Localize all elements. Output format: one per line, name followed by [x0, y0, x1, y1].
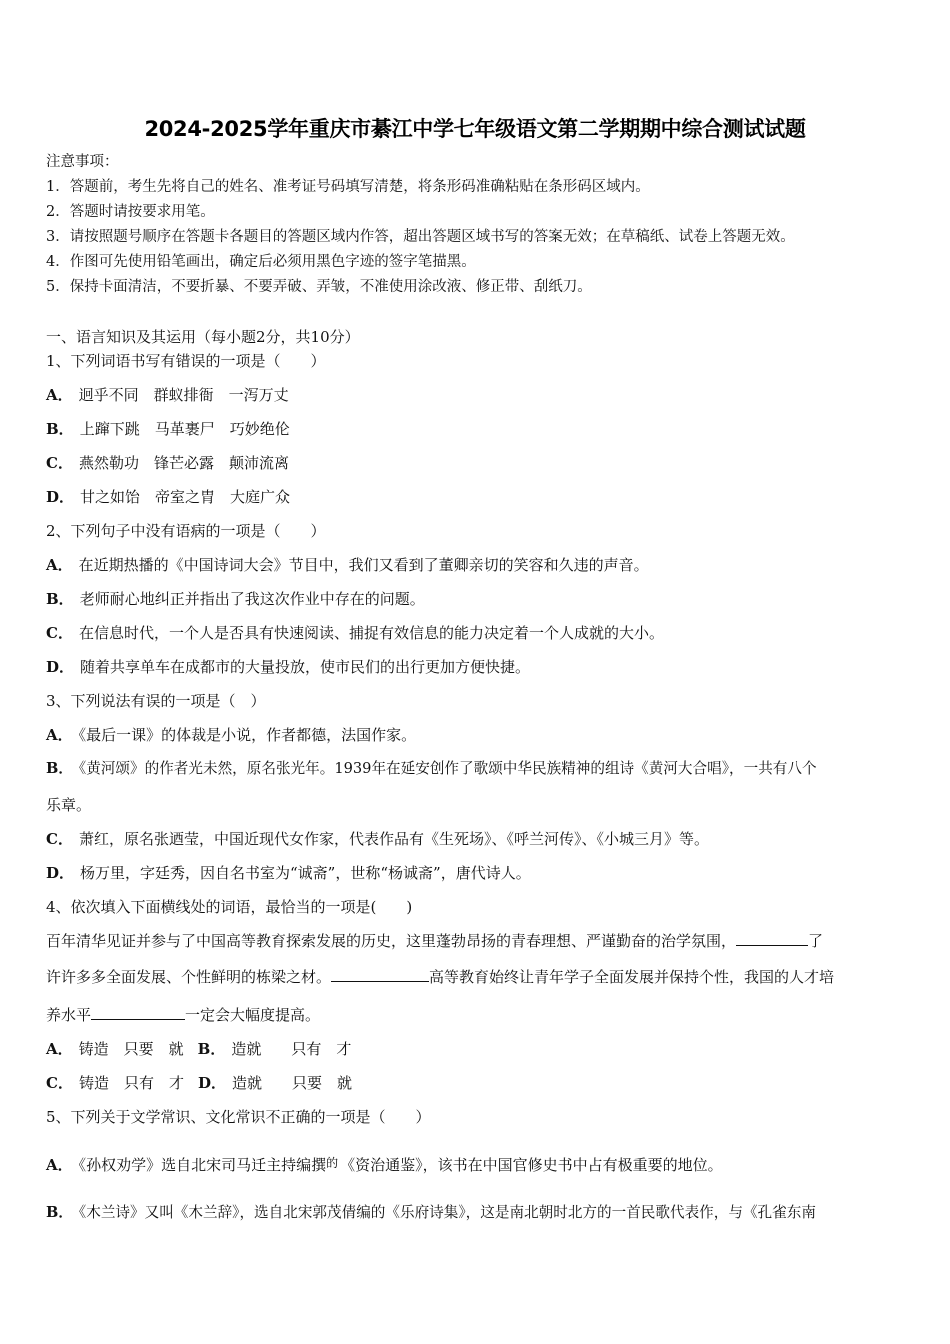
- option-label: B．: [46, 760, 73, 777]
- option-text: 在信息时代，一个人是否具有快速阅读、捕捉有效信息的能力决定着一个人成就的大小。: [78, 624, 664, 642]
- option-label: A．: [46, 556, 73, 574]
- notice-item: 5．保持卡面清洁，不要折暴、不要弄破、弄皱，不准使用涂改液、修正带、刮纸刀。: [46, 279, 592, 295]
- question-2-stem: 2、下列句子中没有语病的一项是（ ）: [46, 522, 326, 540]
- q2-option-b: [46, 589, 425, 609]
- option-text: 随着共享单车在成都市的大量投放，使市民们的出行更加方便快捷。: [80, 658, 531, 676]
- q3-option-b-cont: 乐章。: [46, 796, 92, 814]
- option-label: B．: [46, 1204, 73, 1221]
- passage-text: 了: [808, 932, 824, 950]
- notice-item: 2．答题时请按要求用笔。: [46, 204, 215, 220]
- option-text: 《资治通鉴》，该书在中国官修史书中占有极重要的地位。: [340, 1156, 723, 1174]
- notice-item: 4．作图可先使用铅笔画出，确定后必须用黑色字迹的签字笔描黑。: [46, 254, 476, 270]
- option-text: 甘之如饴 帝室之胄 大庭广众: [80, 488, 291, 506]
- q4-passage-line: [46, 931, 823, 951]
- option-label: D．: [46, 488, 75, 506]
- question-4-stem: 4、依次填入下面横线处的词语，最恰当的一项是( ): [46, 898, 413, 916]
- option-label: C．: [46, 624, 73, 642]
- fill-blank: [91, 1005, 185, 1020]
- option-label: C．: [46, 830, 73, 848]
- q3-option-d: [46, 863, 531, 883]
- option-text: 铸造 只要 就: [78, 1040, 184, 1058]
- option-label: A．: [46, 1040, 73, 1058]
- q5-option-b: [46, 1203, 816, 1223]
- option-text: 铸造 只有 才: [78, 1074, 184, 1092]
- q5-option-a: [46, 1155, 723, 1175]
- option-label: B．: [197, 1040, 226, 1058]
- option-text: 在近期热播的《中国诗词大会》节目中，我们又看到了董卿亲切的笑容和久违的声音。: [78, 556, 649, 574]
- option-text: 《最后一课》的体裁是小说，作者都德，法国作家。: [78, 726, 417, 744]
- q4-options-ab: [46, 1039, 351, 1059]
- passage-text: 一定会大幅度提高。: [185, 1006, 321, 1024]
- option-text: 迥乎不同 群蚁排衙 一泻万丈: [78, 386, 289, 404]
- q4-passage-line: [46, 1005, 320, 1025]
- option-text: 《孙权劝学》选自北宋司马迁主持编撰: [78, 1156, 327, 1174]
- q3-option-c: [46, 829, 709, 849]
- option-text: 杨万里，字廷秀，因自名书室为“诚斋”，世称“杨诚斋”，唐代诗人。: [80, 864, 531, 882]
- option-text: 造就 只有 才: [231, 1040, 352, 1058]
- option-text: 萧红，原名张迺莹，中国近现代女作家，代表作品有《生死场》、《呼兰河传》、《小城三月》等。: [78, 830, 709, 848]
- option-text: 《黄河颂》的作者光未然，原名张光年。1939年在延安创作了歌颂中华民族精神的组诗《黄河大合唱》，一共有八个: [78, 760, 817, 777]
- option-text: 燕然勒功 锋芒必露 颠沛流离: [78, 454, 289, 472]
- superscript-char: 的: [326, 1156, 339, 1170]
- q1-option-b: [46, 419, 290, 439]
- option-label: C．: [46, 1074, 73, 1092]
- option-text: 上蹿下跳 马革裹尸 巧妙绝伦: [79, 420, 290, 438]
- option-label: D．: [46, 864, 75, 882]
- option-label: B．: [46, 420, 74, 438]
- q1-option-d: [46, 487, 290, 507]
- page-title: 2024-2025学年重庆市綦江中学七年级语文第二学期期中综合测试试题: [144, 117, 806, 141]
- option-text: 《木兰诗》又叫《木兰辞》，选自北宋郭茂倩编的《乐府诗集》，这是南北朝时北方的一首民歌代表作，与《孔雀东南: [78, 1204, 816, 1221]
- q3-option-b: [46, 759, 817, 779]
- question-3-stem: 3、下列说法有误的一项是（ ）: [46, 692, 266, 710]
- option-label: A．: [46, 386, 73, 404]
- section-heading: 一、语言知识及其运用（每小题2分，共10分）: [46, 328, 360, 346]
- option-label: D．: [197, 1074, 226, 1092]
- question-5-stem: 5、下列关于文学常识、文化常识不正确的一项是（ ）: [46, 1108, 431, 1126]
- option-label: A．: [46, 726, 73, 744]
- option-label: A．: [46, 1156, 73, 1174]
- passage-text: 百年清华见证并参与了中国高等教育探索发展的历史，这里蓬勃昂扬的青春理想、严谨勤奋的治学氛围，: [46, 932, 737, 950]
- option-text: 老师耐心地纠正并指出了我这次作业中存在的问题。: [79, 590, 425, 608]
- passage-text: 高等教育始终让青年学子全面发展并保持个性，我国的人才培: [429, 968, 835, 986]
- fill-blank: [736, 931, 808, 946]
- q3-option-a: [46, 725, 416, 745]
- q2-option-d: [46, 657, 530, 677]
- q2-option-a: [46, 555, 649, 575]
- passage-text: 养水平: [46, 1006, 92, 1024]
- q1-option-c: [46, 453, 289, 473]
- option-label: B．: [46, 590, 74, 608]
- notice-heading: 注意事项：: [46, 154, 119, 170]
- option-label: D．: [46, 658, 75, 676]
- option-label: C．: [46, 454, 73, 472]
- q4-options-cd: [46, 1073, 352, 1093]
- question-1-stem: 1、下列词语书写有错误的一项是（ ）: [46, 352, 326, 370]
- notice-item: 3．请按照题号顺序在答题卡各题目的答题区域内作答，超出答题区域书写的答案无效；在草稿纸、试卷上答题无效。: [46, 229, 795, 245]
- fill-blank: [331, 967, 429, 982]
- notice-item: 1．答题前，考生先将自己的姓名、准考证号码填写清楚，将条形码准确粘贴在条形码区域内。: [46, 179, 650, 195]
- q2-option-c: [46, 623, 664, 643]
- passage-text: 许许多多全面发展、个性鲜明的栋梁之材。: [46, 968, 332, 986]
- q4-passage-line: [46, 967, 834, 987]
- q1-option-a: [46, 385, 289, 405]
- option-text: 造就 只要 就: [231, 1074, 352, 1092]
